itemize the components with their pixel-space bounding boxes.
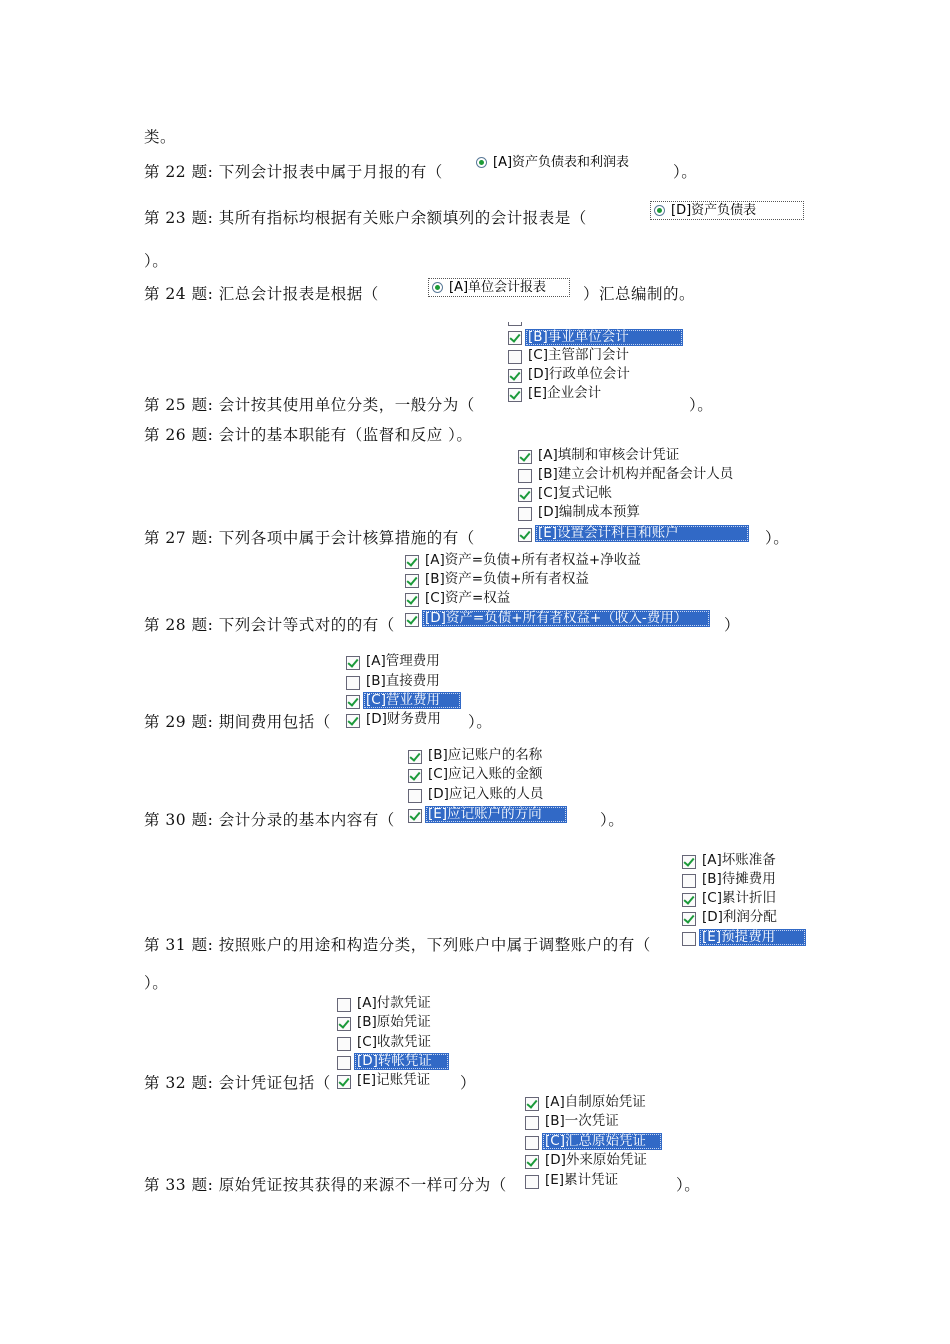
q27-option-a: [A]填制和审核会计凭证 [538, 447, 680, 463]
q28-checkbox-c[interactable] [405, 593, 419, 607]
q27-checkbox-e[interactable] [518, 528, 532, 542]
q28-option-b: [B]资产=负债+所有者权益 [425, 571, 589, 587]
q31-option-c: [C]累计折旧 [702, 890, 776, 906]
question-28: 第 28 题: 下列会计等式对的的有（ [144, 616, 395, 634]
q33-checkbox-b[interactable] [525, 1116, 539, 1130]
q25-checkbox-e[interactable] [508, 388, 522, 402]
question-30: 第 30 题: 会计分录的基本内容有（ [144, 811, 395, 829]
q31-option-d: [D]利润分配 [702, 909, 777, 925]
q31-checkbox-d[interactable] [682, 912, 696, 926]
question-32: 第 32 题: 会计凭证包括（ [144, 1074, 331, 1092]
q29-option-c-selected[interactable]: [C]营业费用 [363, 692, 461, 709]
q33-checkbox-c[interactable] [525, 1136, 539, 1150]
question-33-end: ）。 [676, 1176, 701, 1194]
q31-option-a: [A]坏账准备 [702, 852, 776, 868]
q25-option-e: [E]企业会计 [528, 385, 602, 401]
question-24-end: ）汇总编制的。 [583, 285, 696, 303]
q25-option-c: [C]主管部门会计 [528, 347, 629, 363]
q29-checkbox-b[interactable] [346, 676, 360, 690]
checkbox-partial [508, 322, 522, 326]
q25-checkbox-c[interactable] [508, 350, 522, 364]
radio-selected-icon [432, 282, 443, 293]
q33-option-c-selected[interactable]: [C]汇总原始凭证 [542, 1133, 662, 1150]
question-23: 第 23 题: 其所有指标均根据有关账户余额填列的会计报表是（ [144, 209, 587, 227]
answer-23-label: [D]资产负债表 [671, 203, 757, 218]
q30-option-b: [B]应记账户的名称 [428, 747, 543, 763]
question-22: 第 22 题: 下列会计报表中属于月报的有（ [144, 163, 443, 181]
q28-option-d-selected[interactable]: [D]资产=负债+所有者权益+（收入-费用） [422, 610, 710, 627]
answer-22-label: [A]资产负债表和利润表 [493, 155, 630, 170]
q25-option-d: [D]行政单位会计 [528, 366, 630, 382]
question-29: 第 29 题: 期间费用包括（ [144, 713, 331, 731]
q31-checkbox-c[interactable] [682, 893, 696, 907]
q25-option-b-selected[interactable]: [B]事业单位会计 [525, 329, 683, 346]
q32-checkbox-d[interactable] [337, 1056, 351, 1070]
q27-option-c: [C]复式记帐 [538, 485, 612, 501]
q33-option-a: [A]自制原始凭证 [545, 1094, 646, 1110]
q27-option-b: [B]建立会计机构并配备会计人员 [538, 466, 734, 482]
question-28-end: ） [724, 616, 741, 634]
q30-option-d: [D]应记入账的人员 [428, 786, 544, 802]
question-30-end: ）。 [600, 811, 625, 829]
q27-checkbox-d[interactable] [518, 507, 532, 521]
q31-option-e-selected[interactable]: [E]预提费用 [699, 929, 806, 946]
q29-option-d: [D]财务费用 [366, 711, 441, 727]
question-22-end: ）。 [673, 163, 698, 181]
q32-option-d-selected[interactable]: [D]转帐凭证 [354, 1053, 449, 1070]
question-33: 第 33 题: 原始凭证按其获得的来源不一样可分为（ [144, 1176, 507, 1194]
q27-option-e-selected[interactable]: [E]设置会计科目和账户 [535, 525, 749, 542]
q33-option-e: [E]累计凭证 [545, 1172, 619, 1188]
q32-option-c: [C]收款凭证 [357, 1034, 431, 1050]
q29-checkbox-a[interactable] [346, 656, 360, 670]
radio-selected-icon [654, 205, 665, 216]
q29-checkbox-c[interactable] [346, 695, 360, 709]
q25-checkbox-d[interactable] [508, 369, 522, 383]
question-29-end: ）。 [468, 713, 493, 731]
q33-checkbox-d[interactable] [525, 1155, 539, 1169]
q29-option-b: [B]直接费用 [366, 673, 440, 689]
q29-option-a: [A]管理费用 [366, 653, 440, 669]
q32-checkbox-e[interactable] [337, 1075, 351, 1089]
q30-checkbox-c[interactable] [408, 769, 422, 783]
q32-checkbox-c[interactable] [337, 1037, 351, 1051]
question-27: 第 27 题: 下列各项中属于会计核算措施的有（ [144, 529, 475, 547]
q28-option-a: [A]资产=负债+所有者权益+净收益 [425, 552, 641, 568]
question-31-cont: ）。 [144, 974, 169, 992]
q33-checkbox-a[interactable] [525, 1097, 539, 1111]
q30-checkbox-e[interactable] [408, 809, 422, 823]
q31-checkbox-b[interactable] [682, 874, 696, 888]
q33-option-b: [B]一次凭证 [545, 1113, 619, 1129]
q27-checkbox-a[interactable] [518, 450, 532, 464]
question-24: 第 24 题: 汇总会计报表是根据（ [144, 285, 379, 303]
question-27-end: ）。 [765, 529, 790, 547]
answer-23-radio[interactable] [650, 201, 804, 220]
text-fragment: 类。 [144, 128, 177, 146]
question-25: 第 25 题: 会计按其使用单位分类，一般分为（ [144, 396, 475, 414]
q30-option-c: [C]应记入账的金额 [428, 766, 543, 782]
q30-checkbox-d[interactable] [408, 789, 422, 803]
answer-24-radio[interactable] [428, 278, 570, 297]
q32-option-b: [B]原始凭证 [357, 1014, 431, 1030]
question-32-end: ） [460, 1074, 477, 1092]
q32-checkbox-b[interactable] [337, 1017, 351, 1031]
q28-checkbox-d[interactable] [405, 613, 419, 627]
q31-checkbox-a[interactable] [682, 855, 696, 869]
q32-option-e: [E]记账凭证 [357, 1072, 431, 1088]
answer-22-radio[interactable] [473, 154, 633, 171]
q28-checkbox-b[interactable] [405, 574, 419, 588]
q28-option-c: [C]资产=权益 [425, 590, 511, 606]
q29-checkbox-d[interactable] [346, 714, 360, 728]
answer-24-label: [A]单位会计报表 [449, 280, 547, 295]
question-26: 第 26 题: 会计的基本职能有（监督和反应 ）。 [144, 426, 473, 444]
q27-option-d: [D]编制成本预算 [538, 504, 640, 520]
q32-checkbox-a[interactable] [337, 998, 351, 1012]
q27-checkbox-b[interactable] [518, 469, 532, 483]
q31-checkbox-e[interactable] [682, 932, 696, 946]
q30-option-e-selected[interactable]: [E]应记账户的方向 [425, 806, 567, 823]
q28-checkbox-a[interactable] [405, 555, 419, 569]
q25-checkbox-b[interactable] [508, 331, 522, 345]
radio-selected-icon [476, 157, 487, 168]
question-25-end: ）。 [689, 396, 714, 414]
q31-option-b: [B]待摊费用 [702, 871, 776, 887]
q33-option-d: [D]外来原始凭证 [545, 1152, 647, 1168]
q32-option-a: [A]付款凭证 [357, 995, 431, 1011]
q33-checkbox-e[interactable] [525, 1175, 539, 1189]
q30-checkbox-b[interactable] [408, 750, 422, 764]
q27-checkbox-c[interactable] [518, 488, 532, 502]
question-23-cont: ）。 [144, 252, 169, 270]
question-31: 第 31 题: 按照账户的用途和构造分类，下列账户中属于调整账户的有（ [144, 936, 651, 954]
